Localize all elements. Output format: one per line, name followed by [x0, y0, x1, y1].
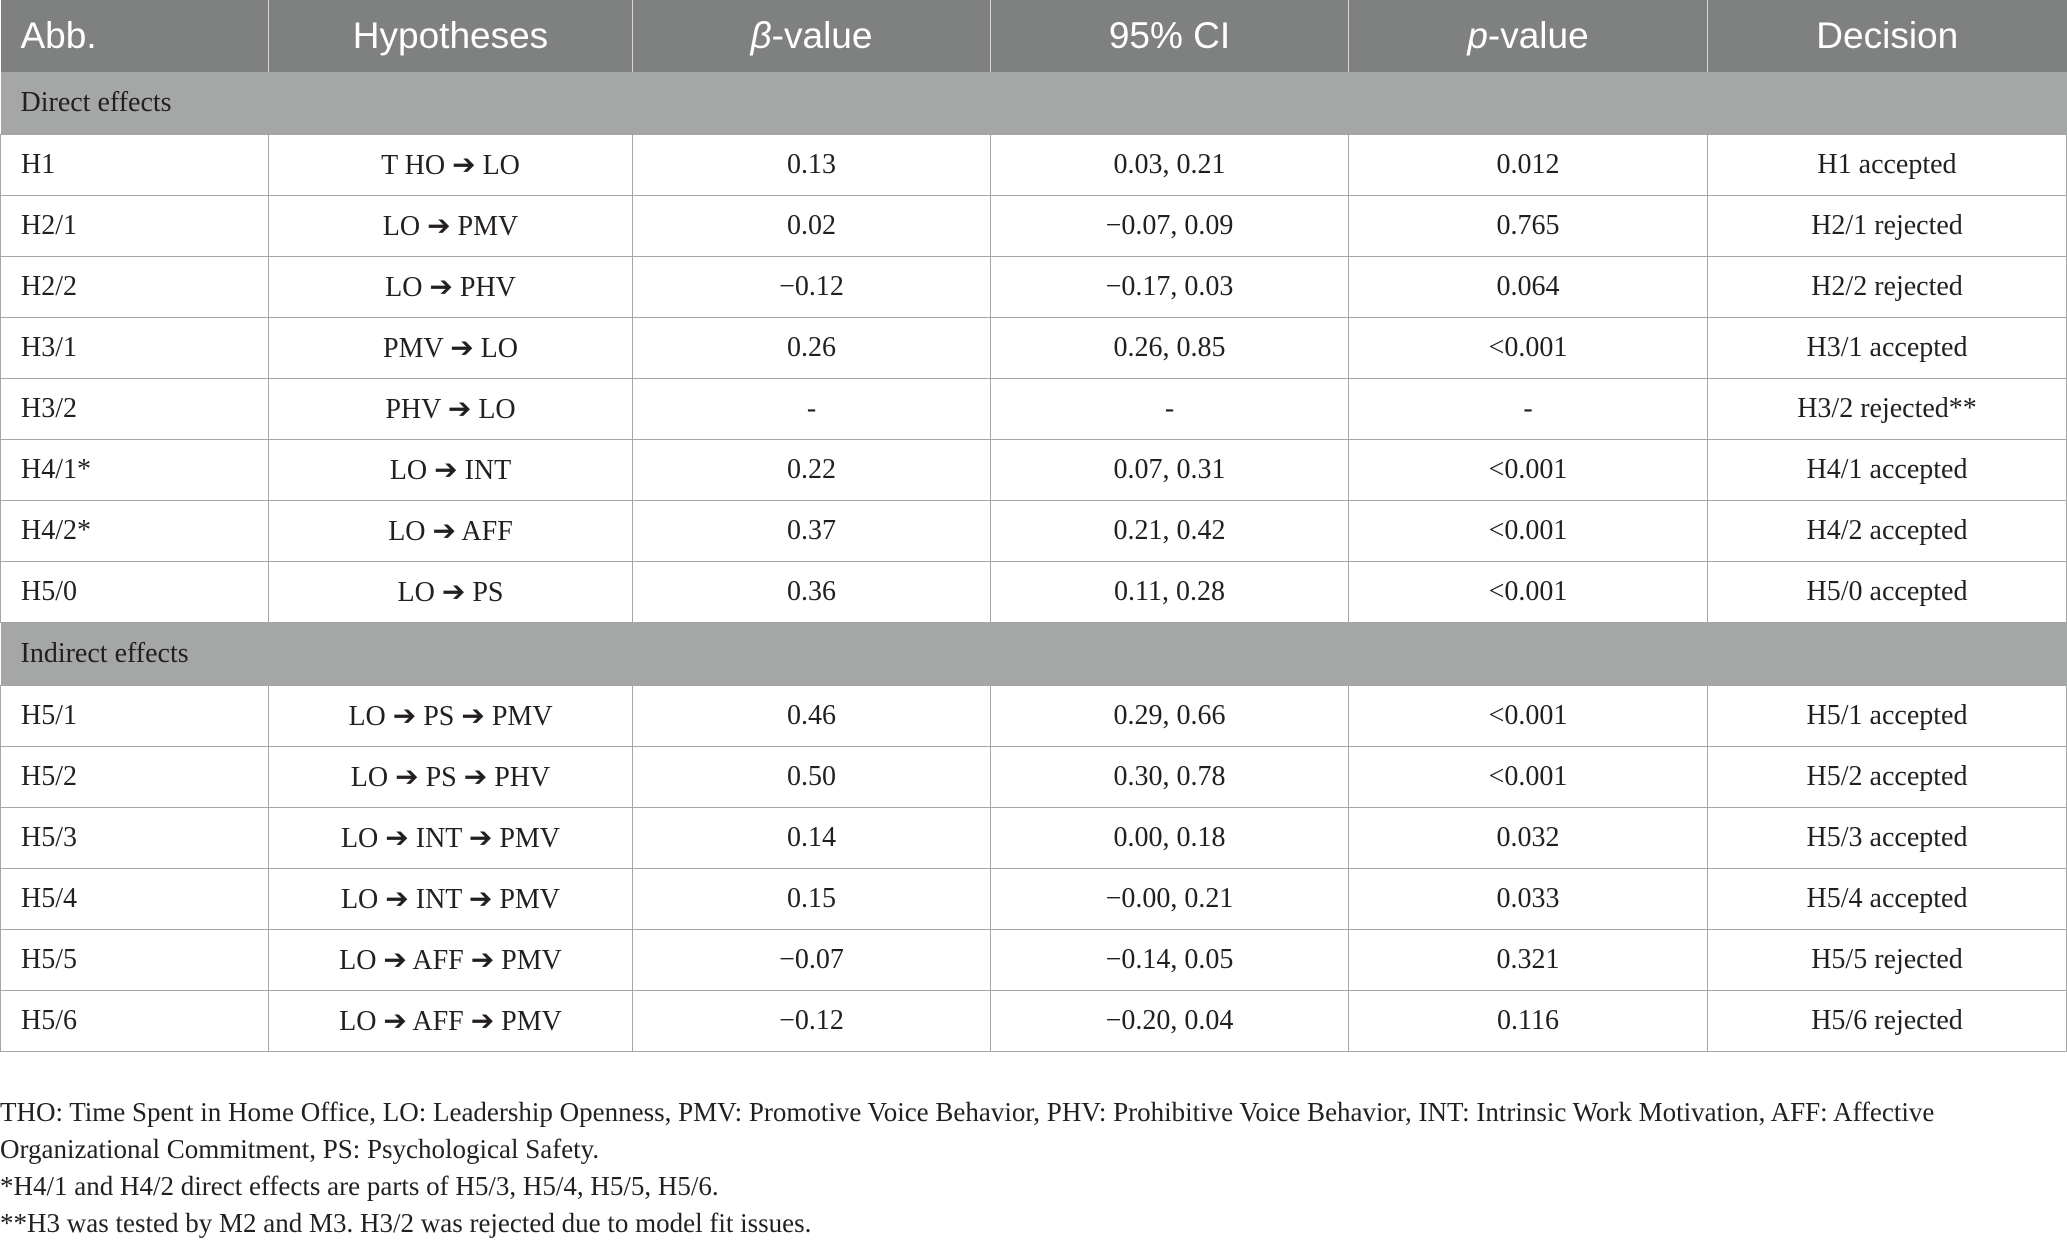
header-decision: Decision — [1708, 0, 2067, 72]
cell-ci: −0.17, 0.03 — [991, 257, 1349, 318]
cell-decision: H5/1 accepted — [1708, 686, 2067, 747]
cell-p-value: <0.001 — [1349, 440, 1708, 501]
cell-beta-value: −0.12 — [633, 257, 991, 318]
cell-p-value: <0.001 — [1349, 686, 1708, 747]
cell-abb: H3/1 — [1, 318, 269, 379]
table-row — [1, 562, 2067, 623]
cell-beta-value: −0.07 — [633, 930, 991, 991]
table-row — [1, 440, 2067, 501]
cell-abb: H1 — [1, 135, 269, 196]
cell-decision: H5/2 accepted — [1708, 747, 2067, 808]
cell-p-value: 0.765 — [1349, 196, 1708, 257]
footnote-direct-effects: *H4/1 and H4/2 direct effects are parts of H5/3, H5/4, H5/5, H5/6. — [0, 1171, 719, 1201]
table-row — [1, 869, 2067, 930]
cell-ci: 0.30, 0.78 — [991, 747, 1349, 808]
cell-hypothesis: LO ➔ PS ➔ PMV — [269, 686, 633, 747]
cell-beta-value: 0.46 — [633, 686, 991, 747]
cell-ci: 0.11, 0.28 — [991, 562, 1349, 623]
header-confidence-interval: 95% CI — [991, 0, 1349, 72]
cell-hypothesis: LO ➔ PMV — [269, 196, 633, 257]
cell-beta-value: 0.13 — [633, 135, 991, 196]
table-row — [1, 257, 2067, 318]
cell-decision: H3/1 accepted — [1708, 318, 2067, 379]
cell-decision: H5/5 rejected — [1708, 930, 2067, 991]
table-row — [1, 135, 2067, 196]
cell-decision: H3/2 rejected** — [1708, 379, 2067, 440]
cell-ci: −0.20, 0.04 — [991, 991, 1349, 1052]
cell-hypothesis: LO ➔ PS ➔ PHV — [269, 747, 633, 808]
cell-p-value: 0.064 — [1349, 257, 1708, 318]
p-symbol: p — [1467, 15, 1488, 56]
cell-ci: −0.14, 0.05 — [991, 930, 1349, 991]
cell-abb: H5/6 — [1, 991, 269, 1052]
cell-ci: 0.26, 0.85 — [991, 318, 1349, 379]
cell-abb: H2/1 — [1, 196, 269, 257]
header-abb: Abb. — [1, 0, 269, 72]
cell-beta-value: 0.15 — [633, 869, 991, 930]
cell-beta-value: 0.14 — [633, 808, 991, 869]
cell-abb: H3/2 — [1, 379, 269, 440]
table-row — [1, 686, 2067, 747]
cell-abb: H5/2 — [1, 747, 269, 808]
footnote-model-fit: **H3 was tested by M2 and M3. H3/2 was rejected due to model fit issues. — [0, 1208, 812, 1238]
table-header — [1, 0, 2067, 72]
cell-hypothesis: LO ➔ INT ➔ PMV — [269, 808, 633, 869]
cell-decision: H5/6 rejected — [1708, 991, 2067, 1052]
cell-ci: −0.00, 0.21 — [991, 869, 1349, 930]
cell-beta-value: - — [633, 379, 991, 440]
cell-decision: H5/0 accepted — [1708, 562, 2067, 623]
cell-abb: H5/0 — [1, 562, 269, 623]
table-row — [1, 379, 2067, 440]
cell-hypothesis: PMV ➔ LO — [269, 318, 633, 379]
table-row — [1, 196, 2067, 257]
cell-beta-value: −0.12 — [633, 991, 991, 1052]
cell-abb: H4/2* — [1, 501, 269, 562]
cell-decision: H2/2 rejected — [1708, 257, 2067, 318]
footnote-abbreviations: THO: Time Spent in Home Office, LO: Leadership Openness, PMV: Promotive Voice Behavior, PHV: Prohibitive Voice Behavior, INT: Intrinsic Work Motivation, AFF: Affective Organizational Commitment, PS: Psychological Safety. — [0, 1097, 1935, 1164]
section-row — [1, 623, 2067, 686]
cell-p-value: <0.001 — [1349, 318, 1708, 379]
table-row — [1, 318, 2067, 379]
cell-abb: H5/3 — [1, 808, 269, 869]
table-row — [1, 930, 2067, 991]
table-row — [1, 501, 2067, 562]
cell-hypothesis: LO ➔ AFF ➔ PMV — [269, 930, 633, 991]
cell-beta-value: 0.02 — [633, 196, 991, 257]
cell-beta-value: 0.26 — [633, 318, 991, 379]
cell-decision: H2/1 rejected — [1708, 196, 2067, 257]
section-row — [1, 72, 2067, 135]
table-row — [1, 747, 2067, 808]
header-hypotheses: Hypotheses — [269, 0, 633, 72]
cell-beta-value: 0.36 — [633, 562, 991, 623]
cell-hypothesis: LO ➔ AFF — [269, 501, 633, 562]
cell-p-value: 0.321 — [1349, 930, 1708, 991]
cell-beta-value: 0.37 — [633, 501, 991, 562]
section-title: Indirect effects — [1, 623, 2067, 686]
cell-ci: - — [991, 379, 1349, 440]
cell-p-value: - — [1349, 379, 1708, 440]
table-footnotes — [0, 1094, 2040, 1242]
cell-hypothesis: LO ➔ PHV — [269, 257, 633, 318]
table-body — [1, 72, 2067, 1052]
cell-ci: 0.07, 0.31 — [991, 440, 1349, 501]
cell-abb: H4/1* — [1, 440, 269, 501]
beta-symbol: β — [750, 15, 772, 56]
table-row — [1, 808, 2067, 869]
header-p-value — [1349, 0, 1708, 72]
cell-p-value: 0.032 — [1349, 808, 1708, 869]
cell-p-value: 0.012 — [1349, 135, 1708, 196]
cell-abb: H2/2 — [1, 257, 269, 318]
cell-hypothesis: LO ➔ AFF ➔ PMV — [269, 991, 633, 1052]
cell-hypothesis: LO ➔ PS — [269, 562, 633, 623]
cell-beta-value: 0.50 — [633, 747, 991, 808]
cell-hypothesis: T HO ➔ LO — [269, 135, 633, 196]
cell-p-value: <0.001 — [1349, 501, 1708, 562]
cell-p-value: <0.001 — [1349, 747, 1708, 808]
cell-decision: H4/2 accepted — [1708, 501, 2067, 562]
header-beta-value — [633, 0, 991, 72]
cell-decision: H1 accepted — [1708, 135, 2067, 196]
cell-abb: H5/5 — [1, 930, 269, 991]
cell-ci: 0.00, 0.18 — [991, 808, 1349, 869]
cell-ci: 0.29, 0.66 — [991, 686, 1349, 747]
table-row — [1, 991, 2067, 1052]
cell-ci: 0.21, 0.42 — [991, 501, 1349, 562]
section-title: Direct effects — [1, 72, 2067, 135]
cell-decision: H5/3 accepted — [1708, 808, 2067, 869]
cell-decision: H5/4 accepted — [1708, 869, 2067, 930]
cell-ci: −0.07, 0.09 — [991, 196, 1349, 257]
cell-hypothesis: LO ➔ INT ➔ PMV — [269, 869, 633, 930]
beta-suffix: -value — [771, 15, 873, 56]
cell-p-value: 0.116 — [1349, 991, 1708, 1052]
cell-hypothesis: LO ➔ INT — [269, 440, 633, 501]
cell-p-value: <0.001 — [1349, 562, 1708, 623]
cell-beta-value: 0.22 — [633, 440, 991, 501]
header-row — [1, 0, 2067, 72]
cell-abb: H5/1 — [1, 686, 269, 747]
cell-p-value: 0.033 — [1349, 869, 1708, 930]
cell-hypothesis: PHV ➔ LO — [269, 379, 633, 440]
cell-abb: H5/4 — [1, 869, 269, 930]
p-suffix: -value — [1487, 15, 1589, 56]
cell-ci: 0.03, 0.21 — [991, 135, 1349, 196]
cell-decision: H4/1 accepted — [1708, 440, 2067, 501]
